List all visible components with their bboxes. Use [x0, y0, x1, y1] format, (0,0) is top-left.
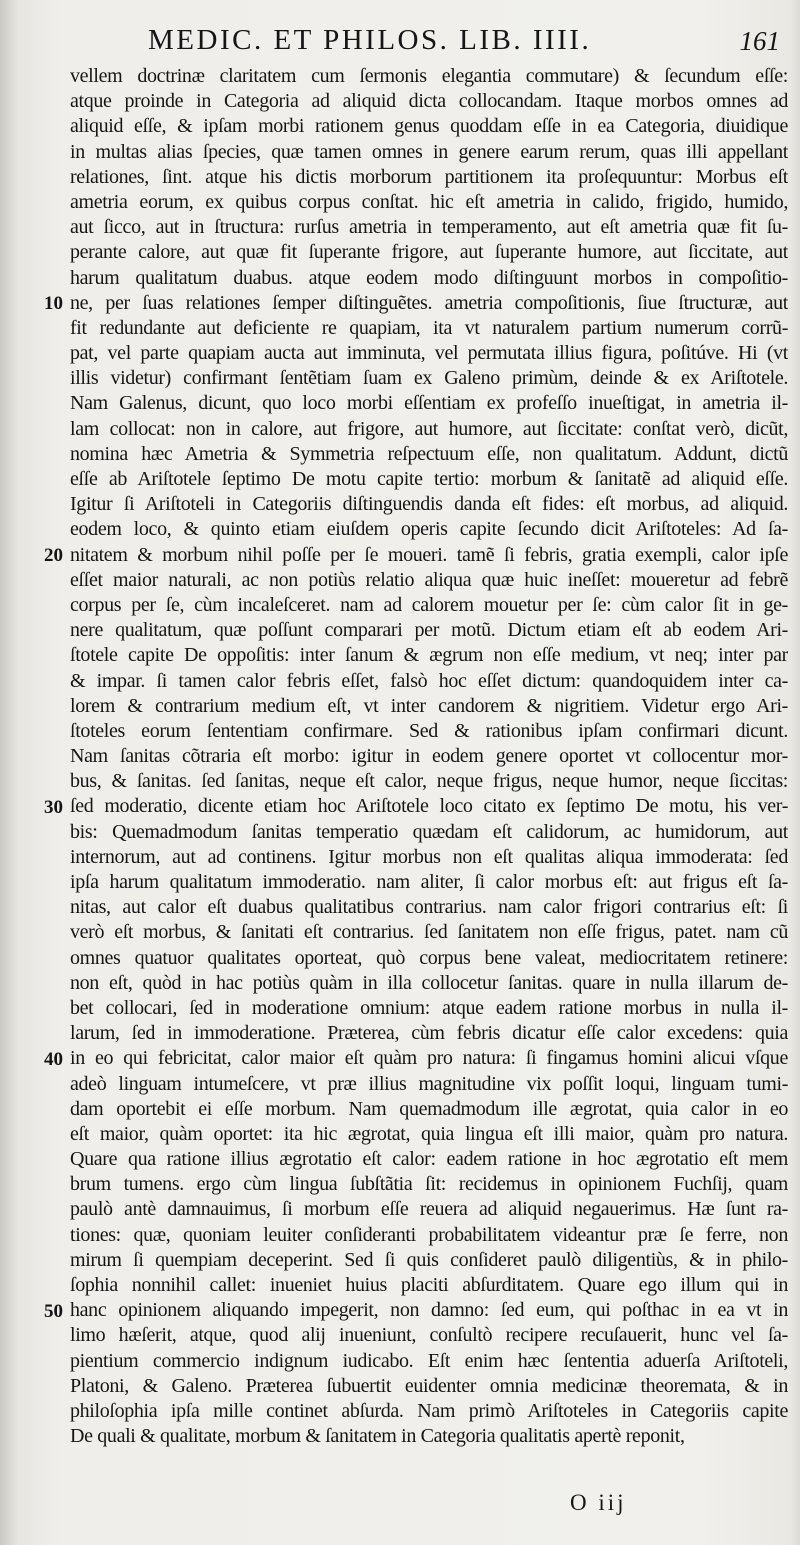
- text-line: perante calore, aut quæ fit ſuperante frigore, aut ſuperante humore, aut ſiccitate, aut: [70, 241, 788, 264]
- page-number: 161: [739, 26, 780, 56]
- text-line: Nam ſanitas cõtraria eſt morbo: igitur in eodem genere oportet vt collocentur mor-: [70, 745, 788, 768]
- text-line: nomina hæc Ametria & Symmetria reſpectuum eſſe, non qualitatum. Addunt, dictũ: [70, 442, 788, 465]
- text-line: vellem doctrinæ claritatem cum ſermonis elegantia commutare) & ſecundum eſſe:: [70, 65, 788, 87]
- text-line: nere qualitatum, quæ poſſunt comparari per motũ. Dictum etiam eſt ab eodem Ari-: [70, 619, 788, 642]
- text-line: Igitur ſi Ariſtoteli in Categoriis diſtinguendis danda eſt fides: eſt morbus, ad aliquid.: [70, 493, 788, 516]
- text-line: ſtotele capite De oppoſitis: inter ſanum & ægrum non eſſe medium, vt neq; inter par: [70, 644, 788, 667]
- margin-line-number: 10: [44, 292, 63, 314]
- text-line: mirum ſi quempiam deceperint. Sed ſi quis conſideret paulò diligentiùs, & in philo-: [70, 1248, 788, 1271]
- text-line: hanc opinionem aliquando impegerit, non damno: ſed eum, qui poſthac in ea vt in: [70, 1299, 788, 1322]
- text-line: eſt maior, quàm oportet: ita hic ægrotat, quia lingua eſt illi maior, quàm pro natura.: [70, 1122, 788, 1145]
- margin-line-number: 50: [44, 1300, 63, 1322]
- text-line: internorum, aut ad continens. Igitur morbus non eſt qualitas aliqua immoderata: ſed: [70, 845, 788, 868]
- text-line: ipſa harum qualitatum immoderatio. nam aliter, ſi calor morbus eſt: aut frigus eſt ſa-: [70, 871, 788, 893]
- text-line: Nam Galenus, dicunt, quo loco morbi eſſentiam ex profeſſo inueſtigat, in ametria il-: [70, 392, 788, 415]
- text-line: in multas alias ſpecies, quæ tamen omnes in genere earum rerum, quas illi appellant: [70, 140, 788, 163]
- text-line: verò eſt morbus, & ſanitati eſt contrarius. ſed ſanitatem non eſſe frigus, patet. nam cũ: [70, 921, 788, 944]
- text-line: larum, ſed in immoderatione. Præterea, cùm febris dicatur eſſe calor excedens: quia: [70, 1022, 788, 1045]
- text-line: eſſet maior naturali, ac non potiùs relatio aliqua quæ huic ineſſet: moueretur ad febrẽ: [70, 568, 788, 591]
- text-line: bet collocari, ſed in moderatione omnium: atque eadem ratione morbus in nulla il-: [70, 996, 788, 1019]
- text-line: & impar. ſi tamen calor febris eſſet, falsò hoc eſſet dictum: quandoquidem inter ca-: [70, 669, 788, 692]
- text-line: non eſt, quòd in hac potiùs quàm in illa collocetur ſanitas. quare in nulla illarum de-: [70, 971, 788, 994]
- text-line: lam collocat: non in calore, aut frigore, aut humore, aut ſiccitate: conſtat verò, dicũt,: [70, 417, 788, 440]
- margin-line-number: 30: [44, 796, 63, 818]
- text-line: Platoni, & Galeno. Præterea ſubuertit euidenter omnia medicinæ theoremata, & in: [70, 1374, 788, 1397]
- text-line: ne, per ſuas relationes ſemper diſtinguẽtes. ametria compoſitionis, ſiue ſtructuræ, aut: [70, 291, 788, 314]
- text-line: bis: Quemadmodum ſanitas temperatio quædam eſt calidorum, ac humidorum, aut: [70, 820, 788, 843]
- body-text: [70, 64, 788, 1449]
- text-line: relationes, ſint. atque his dictis morborum partitionem ita proſequuntur: Morbus eſt: [70, 165, 788, 188]
- text-line: lorem & contrarium medium eſt, vt inter candorem & nigritiem. Videtur ergo Ari-: [70, 694, 788, 717]
- text-line: nitas, aut calor eſt duabus qualitatibus contrarius. nam calor frigori contrarius eſt: ſi: [70, 896, 788, 919]
- running-head: MEDIC. ET PHILOS. LIB. IIII.: [148, 24, 592, 56]
- text-line: tiones: quæ, quoniam leuiter conſideranti probabilitatem videantur præ ſe ferre, non: [70, 1223, 788, 1246]
- signature-mark: O iij: [570, 1490, 627, 1515]
- page-header: [140, 22, 780, 58]
- text-line: De quali & qualitate, morbum & ſanitatem in Categoria qualitatis apertè reponit,: [70, 1425, 685, 1448]
- text-line: ſtoteles eorum ſententiam confirmare. Sed & rationibus ipſam confirmari dicunt.: [70, 719, 788, 742]
- text-line: aliquid eſſe, & ipſam morbi rationem genus quoddam eſſe in ea Categoria, diuidique: [70, 115, 788, 138]
- margin-line-number: 40: [44, 1048, 63, 1070]
- text-line: dam oportebit ei eſſe morbum. Nam quemadmodum ille ægrotat, quia calor in eo: [70, 1097, 788, 1120]
- text-line: in eo qui febricitat, calor maior eſt quàm pro natura: ſi fingamus homini alicui vſque: [70, 1047, 788, 1070]
- text-line: aut ſicco, aut in ſtructura: rurſus ametria in temperamento, aut eſt ametria quæ fit ſu-: [70, 216, 788, 239]
- text-line: ſophia nonnihil callet: inueniet huius placiti abſurditatem. Quare ego illum qui in: [70, 1274, 788, 1296]
- text-line: limo hæſerit, atque, quod alij inueniunt, conſultò recipere recuſauerit, hunc vel ſa-: [70, 1324, 788, 1347]
- text-line: illis videtur) confirmant ſentẽtiam ſuam ex Galeno primùm, deinde & ex Ariſtotele.: [70, 367, 788, 390]
- text-line: paulò antè damnauimus, ſi morbum eſſe reuera ad aliquid negauerimus. Hæ ſunt ra-: [70, 1198, 788, 1221]
- margin-line-number: 20: [44, 544, 63, 566]
- text-line: eodem loco, & quinto etiam eiuſdem operis capite ſecundo dicit Ariſtoteles: Ad ſa-: [70, 518, 788, 541]
- text-line: ametria eorum, ex quibus corpus conſtat. hic eſt ametria in calido, frigido, humido,: [70, 190, 788, 213]
- text-line: Quare qua ratione illius ægrotatio eſt calor: eadem ratione in hoc ægrotatio eſt mem: [70, 1148, 788, 1171]
- text-line: brum tumens. ergo cùm lingua ſubſtãtia ſit: recidemus in opinionem Fuchſij, quam: [70, 1173, 788, 1196]
- text-line: omnes quatuor qualitates oporteat, quò corpus bene valeat, mediocritatem retinere:: [70, 946, 788, 969]
- text-line: eſſe ab Ariſtotele ſeptimo De motu capite tertio: morbum & ſanitatẽ ad aliquid eſſe.: [70, 468, 788, 490]
- text-line: philoſophia ipſa mille continet abſurda. Nam primò Ariſtoteles in Categoriis capite: [70, 1399, 788, 1422]
- text-line: harum qualitatum duabus. atque eodem modo diſtinguunt morbos in compoſitio-: [70, 266, 788, 289]
- text-line: atque proinde in Categoria ad aliquid dicta collocandam. Itaque morbos omnes ad: [70, 90, 788, 113]
- text-line: adeò linguam intumeſcere, vt præ illius magnitudine vix poſſit loqui, linguam tumi-: [70, 1072, 788, 1095]
- text-line: pientium commercio indignum iudicabo. Eſt enim hæc ſententia aduerſa Ariſtoteli,: [70, 1349, 788, 1372]
- text-line: nitatem & morbum nihil poſſe per ſe moueri. tamẽ ſi febris, gratia exempli, calor ipſe: [70, 543, 788, 566]
- text-line: bus, & ſanitas. ſed ſanitas, neque eſt calor, neque frigus, neque humor, neque ſiccitas:: [70, 770, 788, 793]
- text-line: fit redundante aut deficiente re quapiam, ita vt naturalem partium numerum corrũ-: [70, 316, 788, 339]
- text-line: ſed moderatio, dicente etiam hoc Ariſtotele loco citato ex ſeptimo De motu, his ver-: [70, 795, 788, 818]
- text-line: pat, vel parte quapiam aucta aut imminuta, vel permutata illius figura, poſitúve. Hi (vt: [70, 342, 788, 365]
- text-line: corpus per ſe, cùm incaleſceret. nam ad calorem mouetur per ſe: cùm calor ſit in ge-: [70, 593, 788, 616]
